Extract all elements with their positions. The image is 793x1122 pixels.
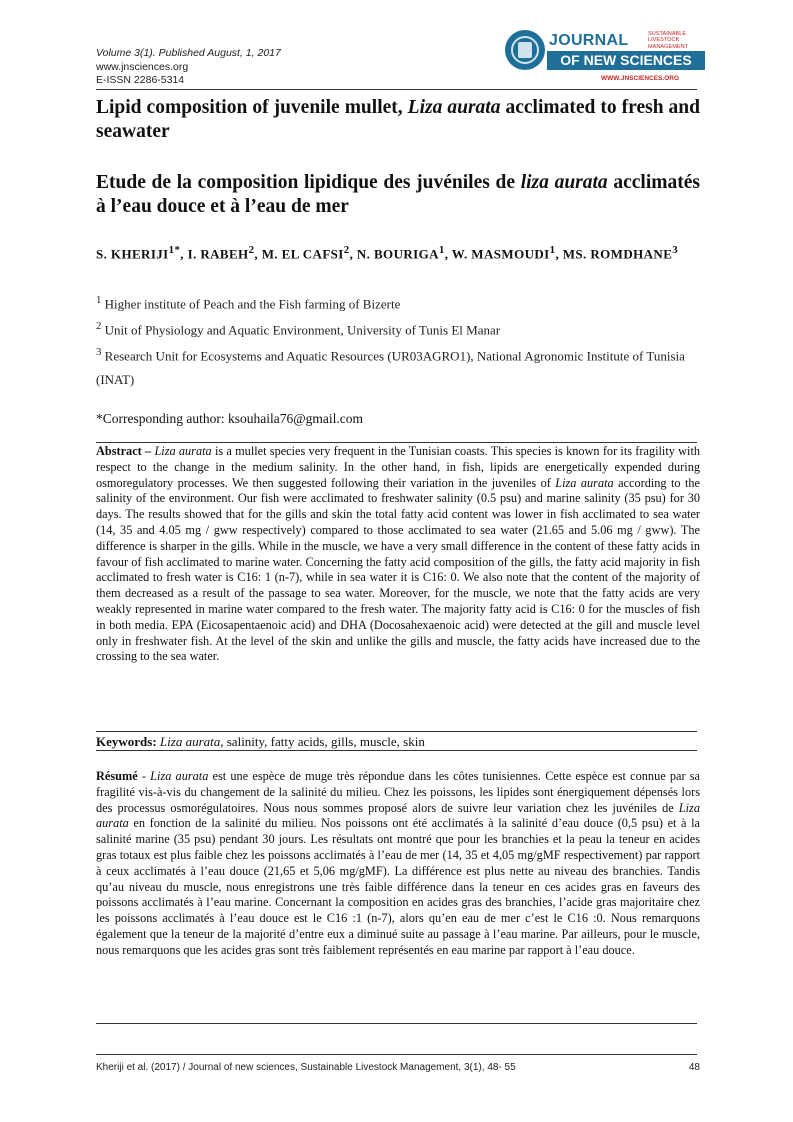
title-fr-species: liza aurata <box>520 172 608 193</box>
resume-bottom-rule <box>96 1023 697 1024</box>
keywords: Keywords: Liza aurata, salinity, fatty acids, gills, muscle, skin <box>96 734 425 749</box>
header-rule <box>96 89 697 90</box>
corresponding-author: *Corresponding author: ksouhaila76@gmail.com <box>96 411 364 426</box>
footer-rule <box>96 1054 697 1055</box>
journal-seal-icon <box>505 30 545 70</box>
logo-tagline: SUSTAINABLE LIVESTOCK MANAGEMENT <box>648 31 689 50</box>
abstract-label: Abstract – <box>96 444 152 458</box>
author-list: S. $KHERIJI^{1*}$, I. RABEH$^2$, M. EL CAFSI$^2$, N. BOURIGA$^1$, W. MASMOUDI$^1$, MS. ROMDHANE$^3$ <box>96 244 679 262</box>
page-number: 48 <box>688 1062 700 1073</box>
abstract: Abstract – Liza aurata is a mullet species very frequent in the Tunisian coasts. This species is known for its fragility with respect to the change in the medium salinity. In the other hand, in fish, lipids are energetically expended during osmoregulatory processes. We then suggested following their variation in the juveniles of Liza aurata according to the salinity of the environment. Our fish were acclimated to freshwater salinity (0.5 psu) and marine salinity (35 psu) for 30 days. The results showed that for the gills and skin the total fatty acid content was lower in fish acclimated to sea water (14, 35 and 4.05 mg / gww respectively) compared to those acclimated to sea water (21.65 and 5.06 mg / gww). The difference is sharper in the gills. While in the muscle, we have a very small difference in the content of these fatty acids in favour of fish acclimated to marine water. Concerning the fatty acid composition of the gills, the fatty acid majority in fish acclimated to fresh water is C16: 1 (n-7), while in sea water it is C16: 0. We also note that the content of the majority of them decreased as a result of the passage to sea water. Moreover, for the muscle, we note that the fatty acids are very weakly represented in marine water compared to the fresh water. The majority fatty acid is C16: 0 for the muscles of fish in both media. EPA (Eicosapentaenoic acid) and DHA (Docosahexaenoic acid) were detected at the gill and muscle level only in freshwater fish. At the level of the skin and unlike the gills and muscle, the fatty acids have increased due to the crossing to the sea water. <box>96 444 701 664</box>
keywords-label: Keywords: <box>96 734 157 749</box>
header-meta <box>96 47 281 88</box>
resume: Résumé - Liza aurata est une espèce de muge très répondue dans les côtes tunisiennes. Cette espèce est connue par sa fragilité vis-à-vis du changement de la salinité du milieu. Chez les poissons, les lipides sont énergiquement dépensés lors des processus osmorégulatoires. Nous nous sommes proposé alors de suivre leur variation chez les juvéniles de Liza aurata en fonction de la salinité du milieu. Nos poissons ont été acclimatés à la salinité d’eau douce (0,5 psu) et à la salinité marine (35 psu) pendant 30 jours. Les résultats ont montré que pour les branchies et la peau la teneur en acides gras totaux est plus faible chez les poissons acclimatés à l’eau de mer (14, 35 et 4,05 mg/gMF respectivement) par rapport à ceux acclimatés à l’eau douce (21,65 et 5,06 mg/gMF). La différence est plus nette au niveau des branchies. Tandis qu’au niveau du muscle, nous enregistrons une très faible différence dans la teneur en ces acides gras en faveurs des poissons acclimatés à l’eau marine. Concernant la composition en acides gras des branchies, l’acide gras majoritaire chez les poissons acclimatés à l’eau douce est le C16 :1 (n-7), alors qu’en eau de mer c’est le C16 :0. Nous remarquons également que la teneur de la majorité d’entre eux a diminué suite au passage à l’eau marine. Par ailleurs, pour le muscle, nous remarquons que les acides gras sont très faiblement représentés en eau marine par rapport à l’eau douce. <box>96 769 701 957</box>
keywords-bottom-rule <box>96 750 697 751</box>
title-english: Lipid composition of juvenile mullet, Liza aurata acclimated to fresh and seawater <box>96 97 701 142</box>
title-french: Etude de la composition lipidique des juvéniles de liza aurata acclimatés à l’eau douce et à l’eau de mer <box>96 172 700 217</box>
issn-line: E-ISSN 2286-5314 <box>96 74 185 86</box>
abstract-top-rule <box>96 442 697 443</box>
keywords-top-rule <box>96 731 697 732</box>
journal-logo <box>505 30 705 86</box>
logo-name-bar: OF NEW SCIENCES <box>547 51 705 70</box>
website-line: www.jnsciences.org <box>96 60 189 73</box>
resume-label: Résumé <box>96 769 138 783</box>
logo-url: WWW.JNSCIENCES.ORG <box>601 75 680 82</box>
logo-journal-word: JOURNAL <box>549 32 629 49</box>
volume-line: Volume 3(1). Published August, 1, 2017 <box>96 47 281 59</box>
affiliation-1: $^1$ Higher institute of Peach and the Fish farming of Bizerte <box>96 294 401 312</box>
title-species: Liza aurata <box>407 97 501 118</box>
affiliation-3: $^3$ Research Unit for Ecosystems and Aquatic Resources (UR03AGRO1), National Agronomic Institute of Tunisia (INAT) <box>96 346 685 388</box>
footer-citation: Kheriji et al. (2017) / Journal of new sciences, Sustainable Livestock Management, 3(1), 48- 55 <box>96 1062 516 1073</box>
affiliation-2: $^2$ Unit of Physiology and Aquatic Environment, University of Tunis El Manar <box>96 320 501 338</box>
footer <box>96 1062 700 1073</box>
